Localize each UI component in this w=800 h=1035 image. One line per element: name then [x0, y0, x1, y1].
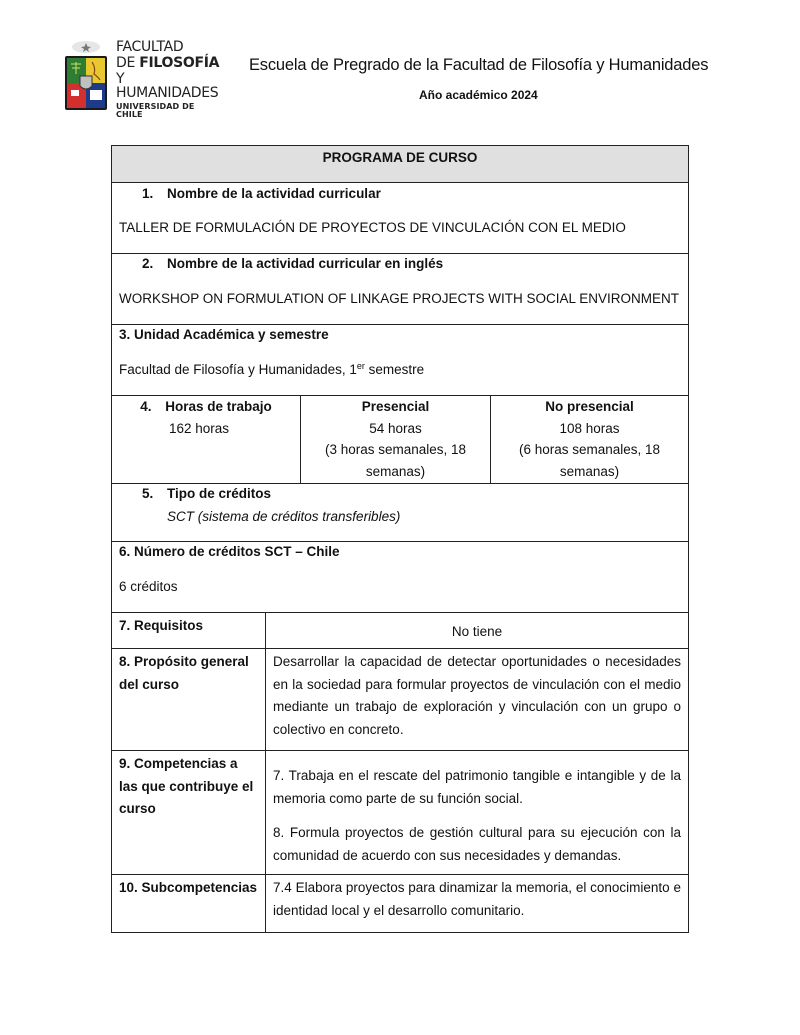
presencial-cell — [301, 396, 491, 483]
total-hours: 162 horas — [168, 420, 230, 436]
no-presencial-detail-2: semanas) — [559, 463, 620, 479]
logo-line-2-bold: FILOSOFÍA — [139, 55, 220, 71]
section-2-row — [112, 253, 688, 324]
section-7-label: 7. Requisitos — [112, 613, 266, 648]
section-2-value: WORKSHOP ON FORMULATION OF LINKAGE PROJECTS WITH SOCIAL ENVIRONMENT — [119, 291, 680, 306]
no-presencial-cell — [491, 396, 688, 483]
section-1-value: TALLER DE FORMULACIÓN DE PROYECTOS DE VINCULACIÓN CON EL MEDIO — [119, 220, 626, 235]
section-5-title — [142, 486, 271, 501]
logo-line-1: FACULTAD — [116, 39, 184, 55]
school-title: Escuela de Pregrado de la Facultad de Filosofía y Humanidades — [249, 56, 709, 74]
section-7-value: No tiene — [451, 624, 503, 639]
section-9-competencies — [266, 751, 688, 874]
section-10-value: 7.4 Elabora proyectos para dinamizar la memoria, el conocimiento e identidad local y el desarrollo comunitario. — [273, 880, 681, 918]
section-2-number: 2. — [142, 256, 154, 271]
competency-item: 8. Formula proyectos de gestión cultural para su ejecución con la comunidad de acuerdo con sus necesidades y demandas. — [273, 825, 681, 863]
section-8-label: 8. Propósito general del curso — [112, 649, 266, 750]
section-3-value — [119, 362, 424, 377]
section-3-label: 3. Unidad Académica y semestre — [119, 327, 329, 342]
section-4-row — [112, 395, 688, 483]
faculty-logo — [62, 38, 222, 119]
section-4-label: Horas de trabajo — [165, 399, 272, 414]
section-3-value-text: Facultad de Filosofía y Humanidades, 1 — [119, 362, 357, 377]
section-4-number: 4. — [140, 399, 152, 414]
logo-wordmark — [116, 40, 222, 119]
section-9-label: 9. Competencias a las que contribuye el curso — [112, 751, 266, 874]
logo-line-4: UNIVERSIDAD DE CHILE — [116, 102, 195, 119]
section-8-value: Desarrollar la capacidad de detectar oportunidades o necesidades en la sociedad para formular proyectos de vinculación con el medio mediante un trabajo de exploración y vinculación con un grupo o colectivo en concreto. — [273, 654, 681, 737]
logo-line-3: Y HUMANIDADES — [116, 71, 219, 101]
section-4-title — [112, 396, 300, 418]
section-7-row — [112, 612, 688, 648]
section-6-label: 6. Número de créditos SCT – Chile — [119, 544, 340, 559]
section-1-number: 1. — [142, 186, 154, 201]
competency-item: 7. Trabaja en el rescate del patrimonio tangible e intangible y de la memoria como parte de su función social. — [273, 768, 681, 806]
no-presencial-detail-1: (6 horas semanales, 18 — [518, 442, 661, 457]
section-1-row — [112, 182, 688, 253]
section-5-label: Tipo de créditos — [167, 486, 272, 501]
course-program-table — [111, 145, 689, 933]
section-5-number: 5. — [142, 486, 154, 501]
section-3-value-suffix: semestre — [364, 362, 425, 377]
logo-line-2-prefix: DE — [116, 55, 140, 71]
presencial-detail-1: (3 horas semanales, 18 — [324, 442, 467, 457]
no-presencial-hours: 108 horas — [559, 420, 620, 436]
section-8-row — [112, 648, 688, 750]
section-10-label: 10. Subcompetencias — [112, 875, 266, 932]
section-6-row — [112, 541, 688, 612]
table-title: PROGRAMA DE CURSO — [322, 150, 478, 165]
logo-line-2 — [116, 56, 222, 70]
section-3-row — [112, 324, 688, 395]
section-2-title — [142, 256, 443, 271]
section-9-row — [112, 750, 688, 874]
section-5-value: SCT (sistema de créditos transferibles) — [167, 509, 401, 524]
presencial-hours: 54 horas — [369, 420, 422, 436]
section-10-row — [112, 874, 688, 932]
section-5-row — [112, 483, 688, 541]
ordinal-superscript: er — [356, 361, 365, 371]
university-shield-icon — [62, 38, 110, 114]
academic-year: Año académico 2024 — [419, 88, 538, 102]
section-6-value: 6 créditos — [119, 579, 178, 594]
table-title-row — [112, 146, 688, 182]
section-1-title — [142, 186, 381, 201]
presencial-label: Presencial — [361, 399, 430, 414]
presencial-detail-2: semanas) — [365, 463, 426, 479]
no-presencial-label: No presencial — [545, 399, 634, 414]
section-2-label: Nombre de la actividad curricular en inglés — [167, 256, 444, 271]
work-hours-total-cell — [112, 396, 301, 483]
section-1-label: Nombre de la actividad curricular — [167, 186, 381, 201]
